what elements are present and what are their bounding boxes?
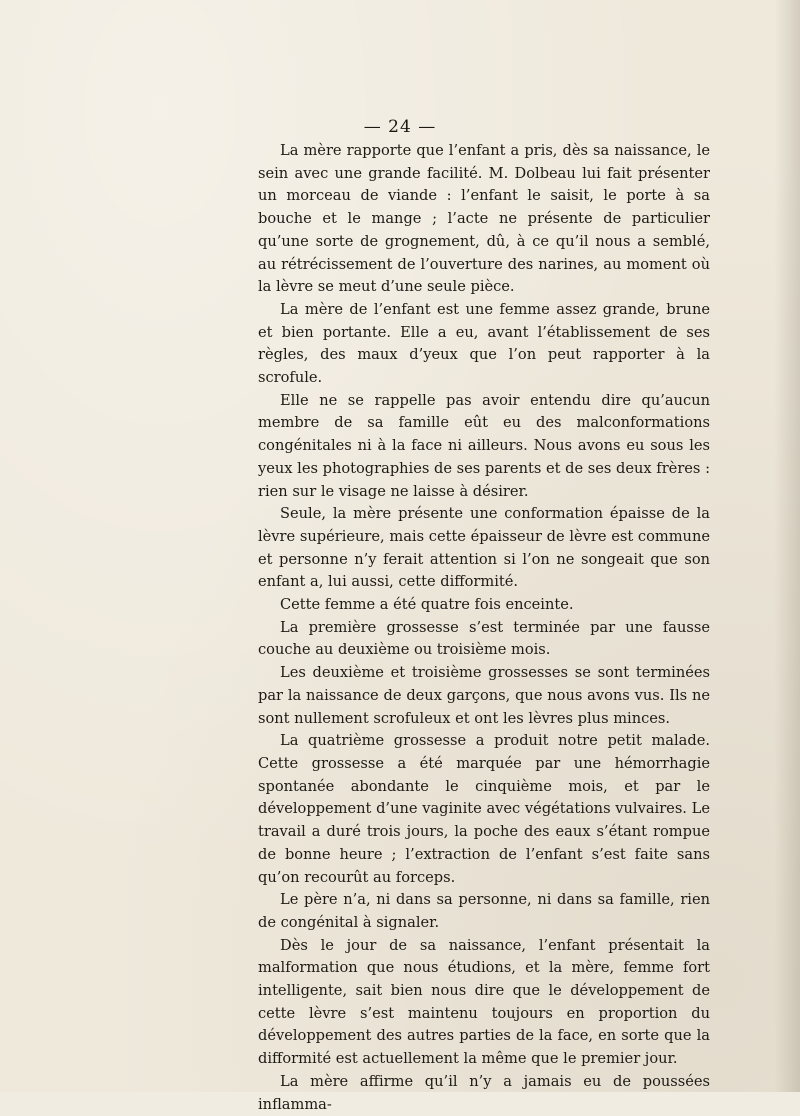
paragraph: La mère affirme qu’il n’y a jamais eu de poussées inflamma-	[258, 1072, 710, 1113]
paragraph: Elle ne se rappelle pas avoir entendu dire qu’aucun membre de sa famille eût eu des malconformations congénitales ni à la face ni ailleurs. Nous avons eu sous les yeux les photographies de ses parents et de ses deux frères : rien sur le visage ne laisse à désirer.	[258, 391, 710, 500]
paragraph: Les deuxième et troisième grossesses se sont terminées par la naissance de deux garçons, que nous avons vus. Ils ne sont nullement scrofuleux et ont les lèvres plus minces.	[258, 664, 710, 727]
paragraph: Seule, la mère présente une conformation épaisse de la lèvre supérieure, mais cette épaisseur de lèvre est commune et personne n’y ferait attention si l’on ne songeait que son enfant a, lui aussi, cette difformité.	[258, 505, 710, 591]
page-edge-shadow	[774, 0, 800, 1092]
paragraph: La mère de l’enfant est une femme assez grande, brune et bien portante. Elle a eu, avant l’établissement de ses règles, des maux d’yeux que l’on peut rapporter à la scrofule.	[258, 300, 710, 387]
body-text	[258, 140, 710, 1116]
paragraph: La première grossesse s’est terminée par une fausse couche au deuxième ou troisième mois.	[258, 618, 710, 659]
paragraph: Cette femme a été quatre fois enceinte.	[280, 596, 574, 614]
paragraph: La quatrième grossesse a produit notre petit malade. Cette grossesse a été marquée par une hémorrhagie spontanée abondante le cinquième mois, et par le développement d’une vaginite avec végétations vulvaires. Le travail a duré trois jours, la poche des eaux s’étant rompue de bonne heure ; l’extraction de l’enfant s’est faite sans qu’on recourût au forceps.	[258, 732, 710, 886]
paragraph: Le père n’a, ni dans sa personne, ni dans sa famille, rien de congénital à signaler.	[258, 891, 710, 931]
paragraph: La mère rapporte que l’enfant a pris, dès sa naissance, le sein avec une grande facilité. M. Dolbeau lui fait présenter un morceau de viande : l’enfant le saisit, le porte à sa bouche et le mange ; l’acte ne présente de particulier qu’une sorte de grognement, dû, à ce qu’il nous a semblé, au rétrécissement de l’ouverture des narines, au moment où la lèvre se meut d’une seule pièce.	[258, 142, 710, 296]
paragraph: Dès le jour de sa naissance, l’enfant présentait la malformation que nous étudions, et la mère, femme fort intelligente, sait bien nous dire que le développement de cette lèvre s’est maintenu toujours en proportion du développement des autres parties de la face, en sorte que la difformité est actuellement la même que le premier jour.	[258, 936, 710, 1068]
page-number: — 24 —	[363, 117, 437, 137]
